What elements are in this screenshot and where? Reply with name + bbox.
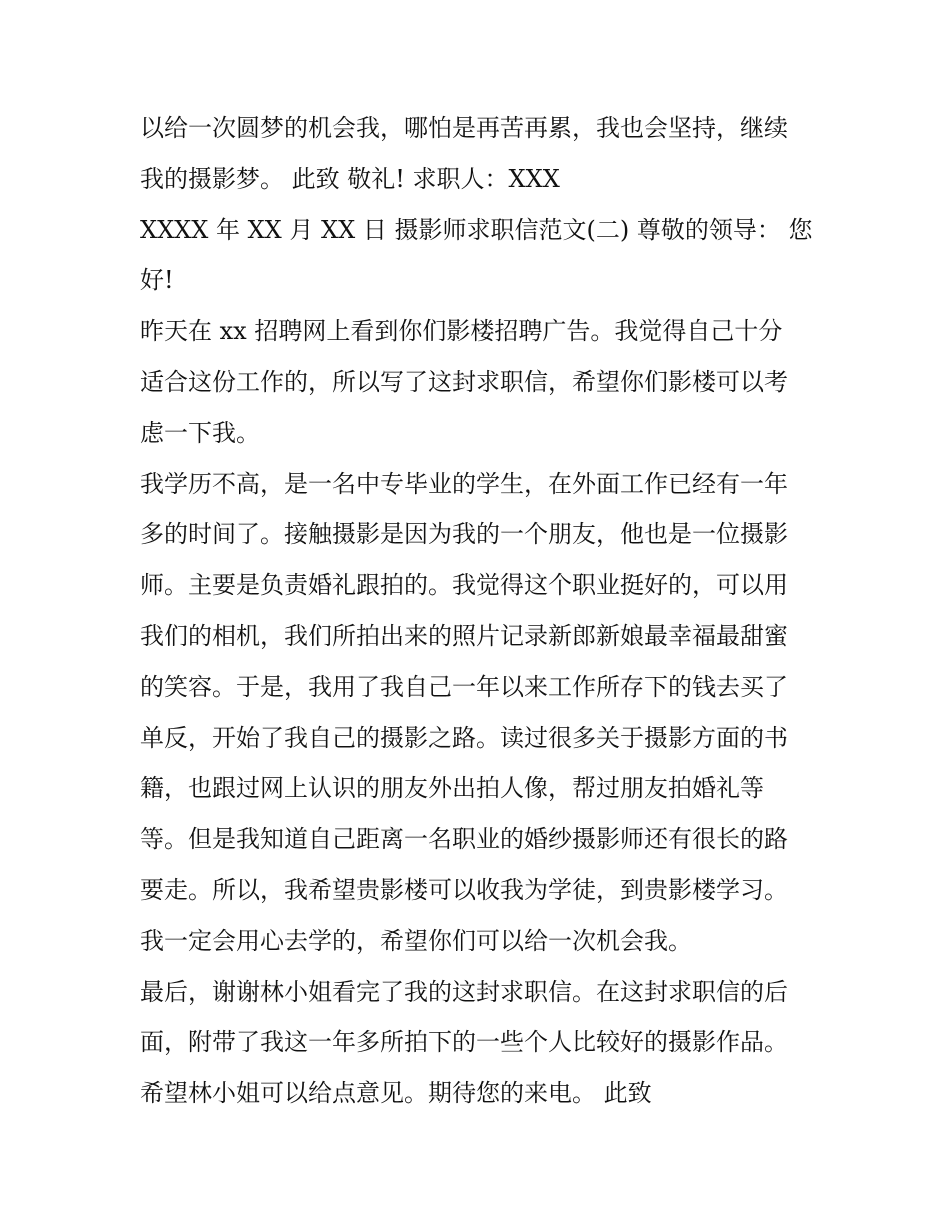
text-line: 面，附带了我这一年多所拍下的一些个人比较好的摄影作品。 [140, 1028, 788, 1057]
text-line: 我一定会用心去学的，希望你们可以给一次机会我。 [140, 926, 692, 955]
text-line: 最后，谢谢林小姐看完了我的这封求职信。在这封求职信的后 [140, 977, 788, 1006]
text-line: 我学历不高，是一名中专毕业的学生，在外面工作已经有一年 [140, 469, 788, 498]
text-line: 希望林小姐可以给点意见。期待您的来电。 此致 [140, 1079, 652, 1108]
text-line: 等。但是我知道自己距离一名职业的婚纱摄影师还有很长的路 [140, 825, 788, 854]
text-line: 我的摄影梦。 此致 敬礼! 求职人：XXX [140, 164, 560, 193]
text-line: 昨天在 xx 招聘网上看到你们影楼招聘广告。我觉得自己十分 [140, 317, 783, 346]
letter-body [140, 103, 820, 1119]
text-line: 师。主要是负责婚礼跟拍的。我觉得这个职业挺好的，可以用 [140, 571, 788, 600]
text-line: 要走。所以，我希望贵影楼可以收我为学徒，到贵影楼学习。 [140, 875, 788, 904]
text-line: 好! [140, 266, 174, 295]
text-line: 我们的相机，我们所拍出来的照片记录新郎新娘最幸福最甜蜜 [140, 621, 788, 650]
text-line: 虑一下我。 [140, 418, 260, 447]
text-line: 单反，开始了我自己的摄影之路。读过很多关于摄影方面的书 [140, 723, 788, 752]
text-line: 多的时间了。接触摄影是因为我的一个朋友，他也是一位摄影 [140, 520, 788, 549]
text-line: 适合这份工作的，所以写了这封求职信，希望你们影楼可以考 [140, 367, 788, 396]
text-line: 籍，也跟过网上认识的朋友外出拍人像，帮过朋友拍婚礼等 [140, 774, 764, 803]
text-line: 以给一次圆梦的机会我，哪怕是再苦再累，我也会坚持，继续 [140, 114, 788, 142]
text-line: 的笑容。于是，我用了我自己一年以来工作所存下的钱去买了 [140, 672, 788, 701]
text-line: XXXX 年 XX 月 XX 日 摄影师求职信范文(二) 尊敬的领导： 您 [140, 215, 813, 244]
